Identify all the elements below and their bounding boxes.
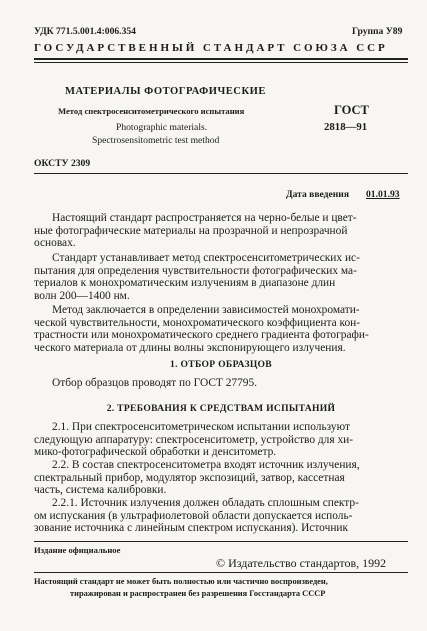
header-rule bbox=[34, 58, 408, 60]
section-1-text bbox=[34, 377, 408, 390]
text-line: ные фотографические материалы на прозрачной и непрозрачной bbox=[34, 224, 348, 237]
intro-paragraph-scope bbox=[34, 212, 408, 250]
text-line: трастности или монохроматического среднего градиента фотографи- bbox=[34, 329, 369, 342]
text-line: Настоящий стандарт распространяется на черно-белые и цвет- bbox=[52, 212, 357, 224]
state-standard-banner: ГОСУДАРСТВЕННЫЙ СТАНДАРТ СОЮЗА ССР bbox=[34, 42, 388, 54]
text-line: волн 200—1400 нм. bbox=[34, 289, 130, 302]
reproduction-notice-line-2: тиражирован и распространен без разрешения Госстандарта СССР bbox=[70, 589, 326, 598]
gost-number: 2818—91 bbox=[324, 121, 368, 133]
intro-date-value: 01.01.93 bbox=[366, 189, 400, 200]
header-rule-thin bbox=[34, 62, 408, 63]
official-edition-label: Издание официальное bbox=[34, 545, 121, 555]
english-title-line-1: Photographic materials. bbox=[116, 122, 208, 133]
intro-paragraph-purpose bbox=[34, 252, 408, 302]
text-line: Стандарт устанавливает метод спектросенситометрических ис- bbox=[52, 252, 360, 264]
section-1-heading: 1. ОТБОР ОБРАЗЦОВ bbox=[170, 359, 272, 370]
document-subtitle: Метод спектросенситометрического испытания bbox=[58, 106, 245, 116]
text-line: спектральный прибор, модулятор экспозиций, затвор, кассетная bbox=[34, 471, 345, 484]
intro-date-label: Дата введения bbox=[286, 189, 350, 200]
okstu-code: ОКСТУ 2309 bbox=[34, 158, 91, 169]
text-line: пытания для определения чувствительности фотографических ма- bbox=[34, 264, 357, 277]
text-line: 2.1. При спектросенситометрическом испытании используют bbox=[52, 421, 350, 433]
text-line: ческой чувствительности, монохроматического коэффициента кон- bbox=[34, 316, 361, 329]
text-line: следующую аппаратуру: спектросенситометр, устройство для хи- bbox=[34, 433, 354, 446]
text-line: 2.2.1. Источник излучения должен обладать сплошным спектр- bbox=[52, 497, 359, 509]
text-line: зование источника с линейным спектром испускания). Источник bbox=[34, 522, 349, 535]
text-line: часть, система калибровки. bbox=[34, 484, 167, 497]
text-line: основах. bbox=[34, 237, 76, 250]
section-2-paragraph-2-2 bbox=[34, 459, 408, 497]
gost-label: ГОСТ bbox=[334, 103, 369, 117]
copyright-notice: © Издательство стандартов, 1992 bbox=[216, 556, 387, 570]
text-line: ческого материала от длины волны экспонирующего излучения. bbox=[34, 341, 346, 354]
text-line: мико-фотографической обработки и денситометр. bbox=[34, 446, 277, 459]
intro-paragraph-method bbox=[34, 304, 408, 354]
reproduction-notice-line-1: Настоящий стандарт не может быть полностью или частично воспроизведен, bbox=[34, 577, 328, 586]
footer-rule-lower bbox=[34, 572, 408, 573]
text-line: 2.2. В состав спектросенситометра входят источник излучения, bbox=[52, 459, 360, 471]
text-line: териалов к монохроматическим излучениям в диапазоне длин bbox=[34, 277, 336, 290]
section-2-heading: 2. ТРЕБОВАНИЯ К СРЕДСТВАМ ИСПЫТАНИЙ bbox=[106, 403, 336, 414]
udk-code: УДК 771.5.001.4:006.354 bbox=[34, 26, 136, 37]
title-block-rule bbox=[34, 173, 408, 174]
section-2-paragraph-2-2-1 bbox=[34, 497, 408, 535]
text-line: ом испускания (в ультрафиолетовой области допускается исполь- bbox=[34, 509, 353, 522]
text-line: Метод заключается в определении зависимостей монохромати- bbox=[52, 304, 360, 316]
english-title-line-2: Spectrosensitometric test method bbox=[92, 135, 220, 146]
footer-rule bbox=[34, 541, 408, 542]
text-line: Отбор образцов проводят по ГОСТ 27795. bbox=[52, 377, 258, 389]
document-title: МАТЕРИАЛЫ ФОТОГРАФИЧЕСКИЕ bbox=[65, 86, 266, 97]
group-code: Группа У89 bbox=[352, 26, 403, 37]
section-2-paragraph-2-1 bbox=[34, 421, 408, 459]
